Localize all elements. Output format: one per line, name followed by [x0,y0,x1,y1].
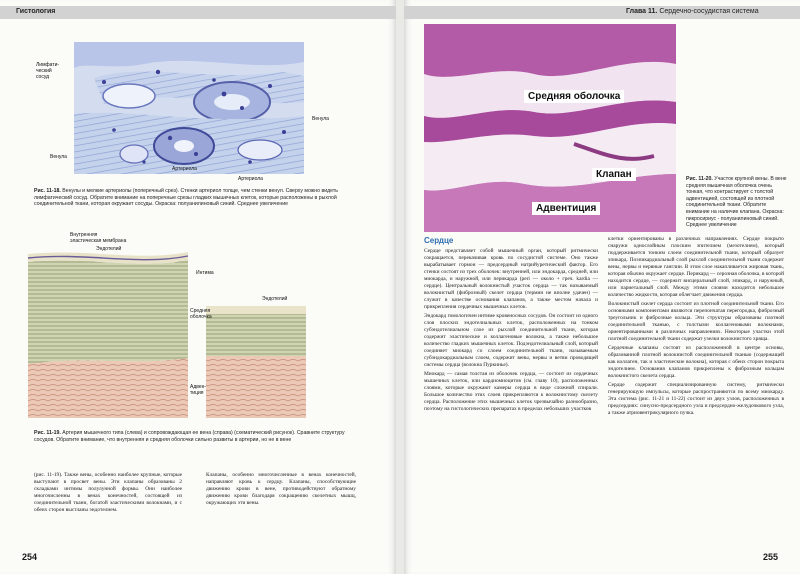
media-arrow-label: Средняя оболочка [524,90,624,103]
right-body-col-1 [424,248,598,413]
left-page [0,0,396,574]
right-page [404,0,800,574]
figure-number: Рис. 11-18. [34,188,61,194]
caption-text: Венулы и мелкие артериолы (поперечный срез). Стенки артериол толще, чем стенки венул. Сверху можно видеть лимфатический сосуд. Обратите внимание на поперечные срезы гладких мышечных клеток, которые расположены в рыхлой соединительной ткани, которая окружает сосуды. Окраска: полуанилиновый синий. Среднее увеличение [34,188,338,208]
caption-text: Участок крупной вены. В вене средняя мышечная оболочка очень тонкая, что контрастирует с толстой адвентицией, состоящей из плотной соединительной ткани. Обратите внимание на наличие клапана. Окраска: пикросириус - полуанилиновый синий. Среднее увеличение [686,176,787,229]
chapter-number: Глава 11. [626,8,658,15]
venule-label-right: Венула [312,116,329,122]
adventitia-label: Адвен- тиция [190,384,207,396]
venule-arteriole-micrograph [74,42,304,174]
artery-vein-schematic [28,248,306,418]
intima-label: Интима [196,270,214,276]
adventitia-arrow-label: Адвентиция [532,202,600,215]
arteriole-label-2: Артериола [238,176,263,182]
chapter-title: Сердечно-сосудистая система [659,8,759,15]
figure-number: Рис. 11-19. [34,430,61,436]
figure-11-18-caption [34,188,364,208]
left-body-col-2: Клапаны, особенно многочисленные в венах конечностей, направляют кровь к сердцу. Клапаны, способствующие движению крови в вене, противодействуют обратному движению крови благодаря сокращению скелетных мышц, окружающих эти вены. [206,472,356,506]
endothelium-label-right: Эндотелий [262,296,288,302]
paragraph: клетки ориентированы в различных направлениях. Сердце покрыто снаружи одноcлойным плоским эпителием (мезотелием), который поддерживается тонким слоем соединительной ткани, который образует эпикард. Поэпикардиальный слой рыхлой соединительной ткани содержит вены, нервы и нервные ганглии. В этом слое накапливается жировая ткань, которая обычно окружает сердце. Перикард — серозная оболочка, в которой находится сердце, — содержит висцеральный слой, эпикард, и наружный, или париетальный слой. Между этими слоями находится небольшое количество жидкости, которая облегчает движения сердца. [608,236,785,298]
figure-11-19-caption [34,430,364,443]
right-body-col-2 [608,236,784,417]
paragraph: Волокнистый скелет сердца состоит из плотной соединительной ткани. Его основными компонентами являются перепончатая перегородка, фиброзный треугольник и фиброзные кольца. Эти структуры образованы плотной соединительной тканью, с толстыми коллагеновыми волокнами, ориентированными в различных направлениях. Некоторые участки этой плотной соединительной ткани содержат узелки волокнистого хряща. [608,301,784,342]
paragraph: Миокард — самая толстая из оболочек сердца, — состоит из сердечных мышечных клеток, или кардиомиоцитов (см. главу 10), расположенных слоями, которые окружают камеры сердца в виде сложной спирали. Большое количество этих слоев прикрепляются к волокнистому скелету сердца. Расположение этих мышечных клеток чрезвычайно разнообразно, поэтому на гистологических препаратах в пределах небольших участков [424,371,598,412]
paragraph: Сердце представляет собой мышечный орган, который ритмически сокращается, перекачивая кровь по сосудистой системе. Оно также вырабатывает гормон — предсердный натрийуретический фактор. Его стенки состоят из трех оболочек: внутренней, или эндокарда, средней, или миокарда, и наружной, или перикарда (peri — около + греч. kardia — сердце). Центральный волокнистый участок сердца — так называемый волокнистый (фиброзный) скелет сердца (термин не вполне удачен) — служит в качестве основания клапанов, а также местом начала и прикрепления сердечных мышечных клеток. [424,248,598,310]
page-number-left: 254 [22,552,38,562]
figure-number: Рис. 11-20. [686,176,713,182]
large-vein-micrograph [424,24,676,232]
lymph-vessel-label: Лимфати- ческий сосуд [36,62,60,80]
paragraph: Эндокард гомологичен интиме кровеносных сосудов. Он состоит из одного слоя плоских эндотелиальных клеток, расположенных на тонком субэндотелиальном слое из рыхлой соединительной ткани, которая содержит эластические и коллагеновые волокна, а также небольшое количество гладких мышечных клеток. Подэндотелиальный слой, который соединяет миокард со слоем соединительной ткани, называемым субэндокардиальным слоем, содержит вены, нервы и ветви проводящей системы сердца (волокна Пуркинье). [424,313,598,368]
page-number-right: 255 [762,552,778,562]
section-title-heart: Сердце [424,236,454,245]
paragraph: Сердечные клапаны состоят из расположенной в центре основы, образованной плотной волокнистой соединительной тканью (содержащей как коллаген, так и эластические волокна), которая с обеих сторон покрыта эндотелием. Основания клапанов прикреплены к фиброзным кольцам волокнистого скелета сердца. [608,345,784,379]
arteriole-label-1: Артериола [172,166,197,172]
internal-elastic-membrane-label: Внутренняя эластическая мембрана [70,232,127,244]
media-label: Средняя оболочка [190,308,212,320]
paragraph: Сердце содержит специализированную систему, ритмически генерирующую импульсы, которые распространяются по всему миокарду. Эта система (рис. 11-21 и 11-22) состоит из двух узлов, расположенных в предсердиях: синусно-предсердного узла и предсердно-желудочкового узла, а также атриовентрикулярного пучка. [608,382,784,416]
endothelium-label-top: Эндотелий [96,246,122,252]
venule-label-left: Венула [50,154,67,160]
figure-11-20-caption [686,176,790,229]
caption-text: Артерия мышечного типа (слева) и сопровождающая ее вена (справа) (схематический рисунок). Сравните структуру сосудов. Обратите внимание, что внутренняя и средняя оболочки сильно развиты в артерии, но не в вене [34,430,345,443]
running-header: Гистология [16,8,56,15]
running-header [626,8,759,15]
left-body-col-1: (рис. 11-19). Также вены, особенно наиболее крупные, которые выступают в просвет вены. Эти клапаны образованы 2 складками интимы полулунной формы. Они наиболее многочисленны в венах конечностей, состоящей из соединительной ткани, богатой эластическими волокнами, и с обеих сторон выстланы эндотелием. [34,472,182,513]
valve-arrow-label: Клапан [592,168,636,181]
header-bar [0,6,396,19]
